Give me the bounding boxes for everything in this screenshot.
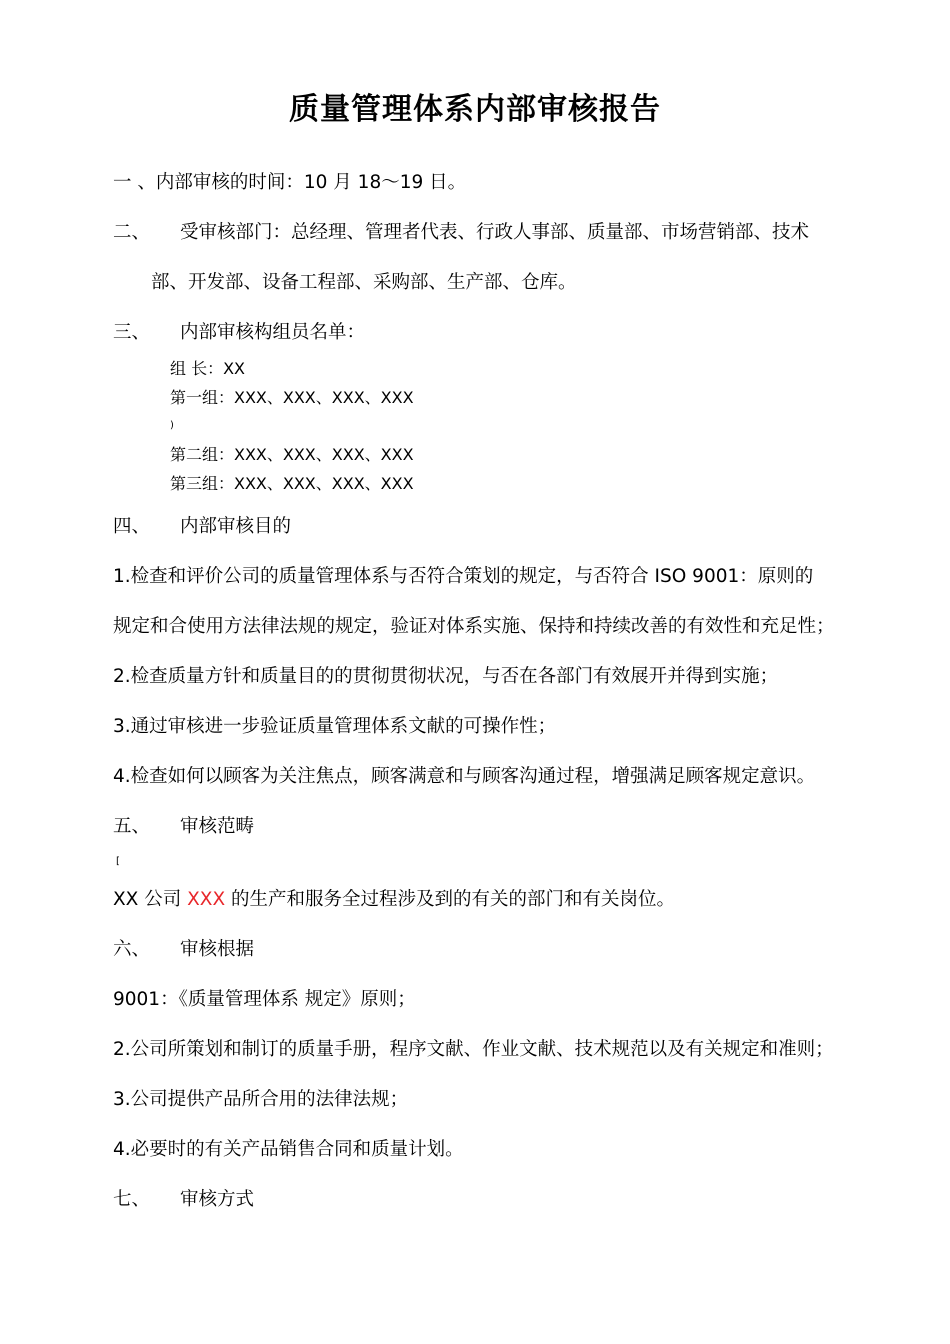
section7-number: 七、 <box>113 1189 151 1210</box>
purpose-item-2: 2.检查质量方针和质量目的的贯彻贯彻状况，与否在各部门有效展开并得到实施； <box>113 666 779 687</box>
scope-text <box>113 887 675 913</box>
section4-heading-line <box>113 514 291 540</box>
section2-line1: 受审核部门：总经理、管理者代表、行政人事部、质量部、市场营销部、技术 <box>180 222 810 243</box>
purpose-item-1-line2: 规定和合使用方法律法规的规定，验证对体系实施、保持和持续改善的有效性和充足性； <box>113 616 835 637</box>
purpose-item-1-line1: 1.检查和评价公司的质量管理体系与否符合策划的规定，与否符合 ISO 9001：原则的 <box>113 566 814 587</box>
scope-suffix: 的生产和服务全过程涉及到的有关的部门和有关岗位。 <box>225 889 676 910</box>
section7-heading: 审核方式 <box>180 1189 255 1210</box>
section3-heading: 内部审核构组员名单： <box>180 322 366 343</box>
basis-item-2: 2.公司所策划和制订的质量手册，程序文献、作业文献、技术规范以及有关规定和准则； <box>113 1039 834 1060</box>
section3-number: 三、 <box>113 322 151 343</box>
section2-line2: 部、开发部、设备工程部、采购部、生产部、仓库。 <box>151 272 577 293</box>
stray-bracket: [ <box>116 856 120 867</box>
section5-number: 五、 <box>113 816 151 837</box>
section5-heading-line <box>113 814 254 840</box>
scope-highlight: XXX <box>187 889 226 910</box>
section2-number: 二、 <box>113 222 151 243</box>
group-leader: 组 长：XX <box>170 359 246 378</box>
scope-prefix: XX 公司 <box>113 889 188 910</box>
purpose-item-4: 4.检查如何以顾客为关注焦点，顾客满意和与顾客沟通过程，增强满足顾客规定意识。 <box>113 766 816 787</box>
section6-heading-line <box>113 937 254 963</box>
stray-mark: ) <box>170 420 174 431</box>
group-2-members: 第二组：XXX、XXX、XXX、XXX <box>170 445 414 464</box>
section1-text: 一 、内部审核的时间：10 月 18～19 日。 <box>113 172 467 193</box>
basis-item-3: 3.公司提供产品所合用的法律法规； <box>113 1089 409 1110</box>
section4-number: 四、 <box>113 516 151 537</box>
section6-number: 六、 <box>113 939 151 960</box>
section3-heading-line <box>113 320 365 346</box>
section4-heading: 内部审核目的 <box>180 516 292 537</box>
group-1-members: 第一组：XXX、XXX、XXX、XXX <box>170 388 414 407</box>
section6-heading: 审核根据 <box>180 939 255 960</box>
section5-heading: 审核范畴 <box>180 816 255 837</box>
document-title: 质量管理体系内部审核报告 <box>289 92 661 127</box>
section2-heading <box>113 220 809 246</box>
section7-heading-line <box>113 1187 254 1213</box>
group-3-members: 第三组：XXX、XXX、XXX、XXX <box>170 474 414 493</box>
basis-item-1: 9001：《质量管理体系 规定》原则； <box>113 989 416 1010</box>
basis-item-4: 4.必要时的有关产品销售合同和质量计划。 <box>113 1139 464 1160</box>
purpose-item-3: 3.通过审核进一步验证质量管理体系文献的可操作性； <box>113 716 557 737</box>
